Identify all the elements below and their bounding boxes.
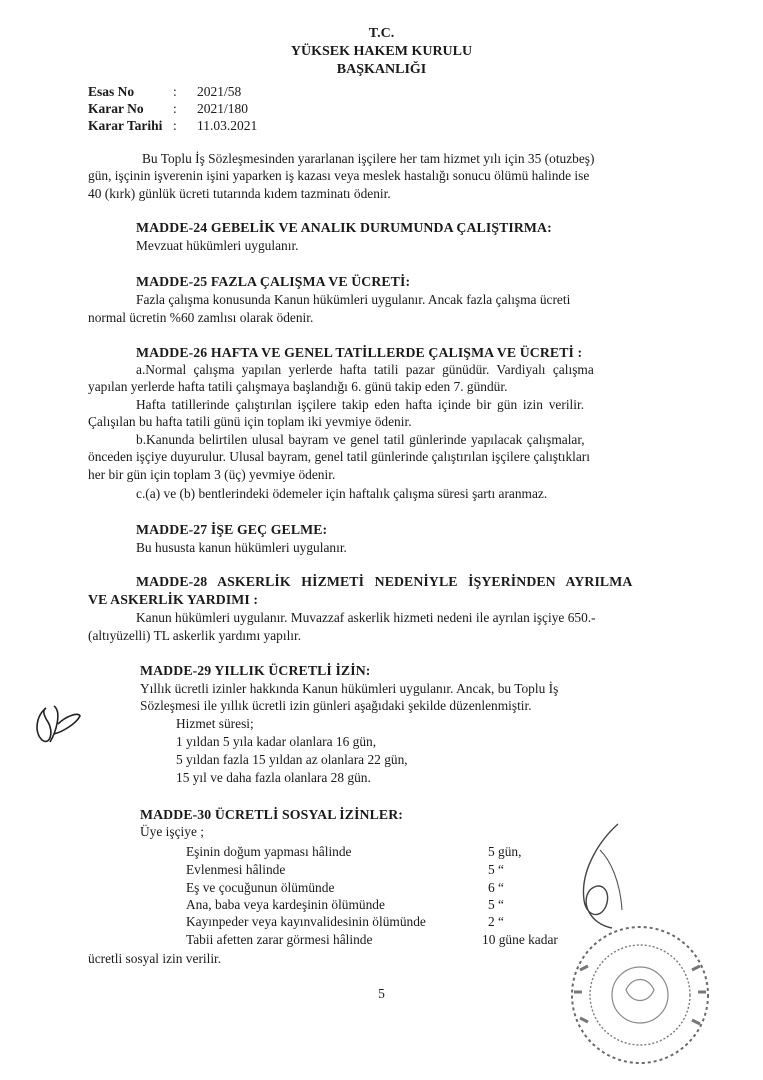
madde-29-line-5: 5 yıldan fazla 15 yıldan az olanlara 22 gün,: [176, 752, 408, 767]
madde-29-line-2: Sözleşmesi ile yıllık ücretli izin günleri aşağıdaki şekilde düzenlenmiştir.: [140, 698, 532, 713]
madde-30-closing: ücretli sosyal izin verilir.: [88, 951, 222, 966]
madde-26-title: MADDE-26 HAFTA VE GENEL TATİLLERDE ÇALIŞMA VE ÜCRETİ :: [136, 345, 583, 360]
leave-row-label: Kayınpeder veya kayınvalidesinin ölümünde: [186, 914, 426, 929]
leave-row-label: Ana, baba veya kardeşinin ölümünde: [186, 897, 385, 912]
madde-26-b-line-2: önceden işçiye duyurulur. Ulusal bayram, genel tatil günlerinde çalıştırılan işçilere çalıştıkları: [88, 449, 590, 464]
meta-colon: :: [173, 84, 177, 99]
madde-28-title-line-1: MADDE-28 ASKERLİK HİZMETİ NEDENİYLE İŞYERİNDEN AYRILMA: [136, 574, 633, 589]
madde-26-b-line-1: b.Kanunda belirtilen ulusal bayram ve genel tatil günlerinde yapılacak çalışmalar,: [136, 432, 585, 447]
madde-25-line-2: normal ücretin %60 zamlısı olarak ödenir.: [88, 310, 314, 325]
madde-26-a-line-4: Çalışılan bu hafta tatili günü için toplam iki yevmiye ödenir.: [88, 414, 412, 429]
madde-30-title: MADDE-30 ÜCRETLİ SOSYAL İZİNLER:: [140, 807, 403, 822]
leave-row-value: 5 “: [488, 862, 504, 877]
leave-row-value: 5 gün,: [488, 844, 522, 859]
meta-colon: :: [173, 118, 177, 133]
madde-25-line-1: Fazla çalışma konusunda Kanun hükümleri uygulanır. Ancak fazla çalışma ücreti: [136, 292, 571, 307]
karar-label: Karar No: [88, 101, 144, 116]
karar-value: 2021/180: [197, 101, 249, 116]
madde-26-a-line-1: a.Normal çalışma yapılan yerlerde hafta tatili pazar günüdür. Vardiyalı çalışma: [136, 362, 594, 377]
madde-27-line-1: Bu hususta kanun hükümleri uygulanır.: [136, 540, 347, 555]
madde-29-line-3: Hizmet süresi;: [176, 716, 254, 731]
esas-label: Esas No: [88, 84, 135, 99]
margin-initials: [32, 702, 84, 746]
madde-29-line-1: Yıllık ücretli izinler hakkında Kanun hükümleri uygulanır. Ancak, bu Toplu İş: [140, 681, 559, 696]
meta-colon: :: [173, 101, 177, 116]
madde-26-b-line-3: her bir gün için toplam 3 (üç) yevmiye ödenir.: [88, 467, 336, 482]
leave-row-value: 10 güne kadar: [482, 932, 558, 947]
intro-line-3: 40 (kırk) günlük ücreti tutarında kıdem tazminatı ödenir.: [88, 186, 391, 201]
tarih-label: Karar Tarihi: [88, 118, 163, 133]
madde-26-c-line-1: c.(a) ve (b) bentlerindeki ödemeler için haftalık çalışma süresi şartı aranmaz.: [136, 486, 548, 501]
tarih-value: 11.03.2021: [197, 118, 258, 133]
header-presidency: BAŞKANLIĞI: [336, 62, 427, 77]
esas-value: 2021/58: [197, 84, 242, 99]
leave-row-value: 2 “: [488, 914, 504, 929]
madde-30-intro: Üye işçiye ;: [140, 824, 204, 839]
madde-25-title: MADDE-25 FAZLA ÇALIŞMA VE ÜCRETİ:: [136, 274, 411, 289]
intro-line-1: Bu Toplu İş Sözleşmesinden yararlanan işçilere her tam hizmet yılı için 35 (otuzbeş): [142, 151, 595, 166]
madde-29-line-6: 15 yıl ve daha fazla olanlara 28 gün.: [176, 770, 371, 785]
leave-row-value: 5 “: [488, 897, 504, 912]
leave-row-value: 6 “: [488, 880, 504, 895]
madde-27-title: MADDE-27 İŞE GEÇ GELME:: [136, 522, 328, 537]
intro-line-2: gün, işçinin işverenin işini yaparken iş kazası veya meslek hastalığı sonucu ölümü halinde ise: [88, 168, 590, 183]
leave-row-label: Eşinin doğum yapması hâlinde: [186, 844, 352, 859]
madde-24-title: MADDE-24 GEBELİK VE ANALIK DURUMUNDA ÇALIŞTIRMA:: [136, 220, 552, 235]
leave-row-label: Evlenmesi hâlinde: [186, 862, 286, 877]
header-institution: YÜKSEK HAKEM KURULU: [290, 44, 473, 59]
madde-28-line-1: Kanun hükümleri uygulanır. Muvazzaf askerlik hizmeti nedeni ile ayrılan işçiye 650.-: [136, 610, 596, 625]
meta-esas: [88, 84, 241, 100]
leave-row-label: Tabii afetten zarar görmesi hâlinde: [186, 932, 373, 947]
meta-karar: [88, 101, 248, 117]
madde-26-a-line-2: yapılan yerlerde hafta tatili çalışmaya başlandığı 6. günü takip eden 7. gündür.: [88, 379, 508, 394]
madde-24-line-1: Mevzuat hükümleri uygulanır.: [136, 238, 299, 253]
madde-26-a-line-3: Hafta tatillerinde çalıştırılan işçilere takip eden hafta içinde bir gün izin verilir.: [136, 397, 585, 412]
madde-28-title-line-2: VE ASKERLİK YARDIMI :: [88, 592, 259, 607]
header-tc: T.C.: [368, 26, 395, 41]
leave-row-label: Eş ve çocuğunun ölümünde: [186, 880, 335, 895]
page-number: 5: [378, 986, 385, 1001]
meta-tarih: [88, 118, 257, 134]
madde-28-line-2: (altıyüzelli) TL askerlik yardımı yapılır.: [88, 628, 302, 643]
madde-29-line-4: 1 yıldan 5 yıla kadar olanlara 16 gün,: [176, 734, 377, 749]
madde-29-title: MADDE-29 YILLIK ÜCRETLİ İZİN:: [140, 663, 371, 678]
